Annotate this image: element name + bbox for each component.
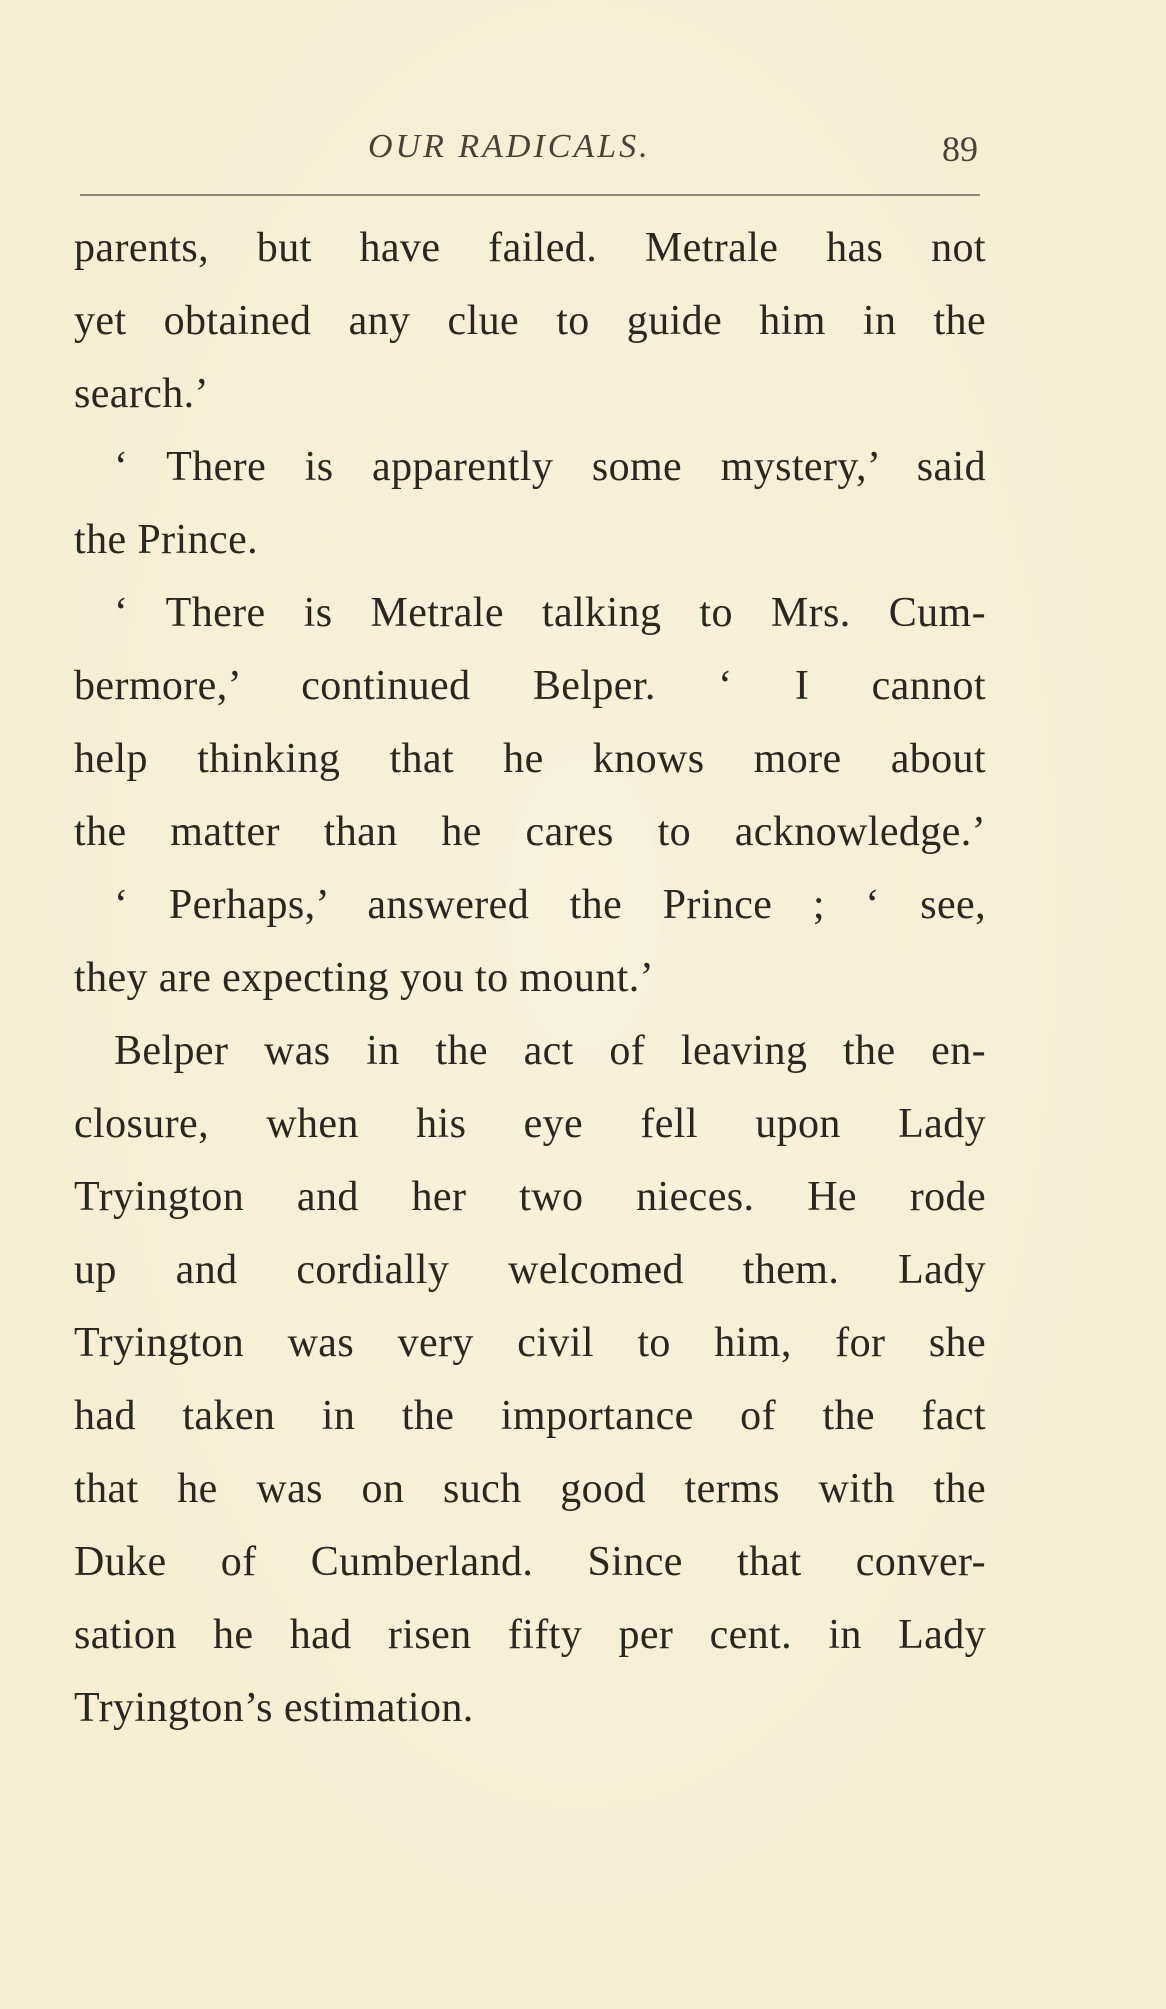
text-line: Belper was in the act of leaving the en-	[114, 1028, 986, 1074]
page-number: 89	[942, 129, 978, 169]
text-line: they are expecting you to mount.’	[74, 955, 655, 1001]
text-line: Tryington was very civil to him, for she	[74, 1320, 986, 1366]
text-line: Duke of Cumberland. Since that conver-	[74, 1539, 986, 1585]
text-line: ‘ Perhaps,’ answered the Prince ; ‘ see,	[114, 882, 986, 928]
text-line: parents, but have failed. Metrale has not	[74, 225, 986, 271]
text-line: closure, when his eye fell upon Lady	[74, 1101, 986, 1147]
text-line: Tryington’s estimation.	[74, 1685, 474, 1731]
text-line: help thinking that he knows more about	[74, 736, 986, 782]
text-line: search.’	[74, 371, 209, 417]
text-line: the matter than he cares to acknowledge.’	[74, 809, 986, 855]
text-line: had taken in the importance of the fact	[74, 1393, 986, 1439]
text-line: bermore,’ continued Belper. ‘ I cannot	[74, 663, 986, 709]
text-line: sation he had risen fifty per cent. in Lady	[74, 1612, 986, 1658]
text-line: the Prince.	[74, 517, 259, 563]
text-line: yet obtained any clue to guide him in the	[74, 298, 986, 344]
text-line: Tryington and her two nieces. He rode	[74, 1174, 986, 1220]
text-line: ‘ There is apparently some mystery,’ said	[114, 444, 986, 490]
text-line: that he was on such good terms with the	[74, 1466, 986, 1512]
text-line: up and cordially welcomed them. Lady	[74, 1247, 986, 1293]
text-line: ‘ There is Metrale talking to Mrs. Cum-	[114, 590, 986, 636]
header-rule	[80, 194, 980, 196]
running-title: OUR RADICALS.	[368, 128, 651, 165]
running-head	[78, 128, 984, 178]
